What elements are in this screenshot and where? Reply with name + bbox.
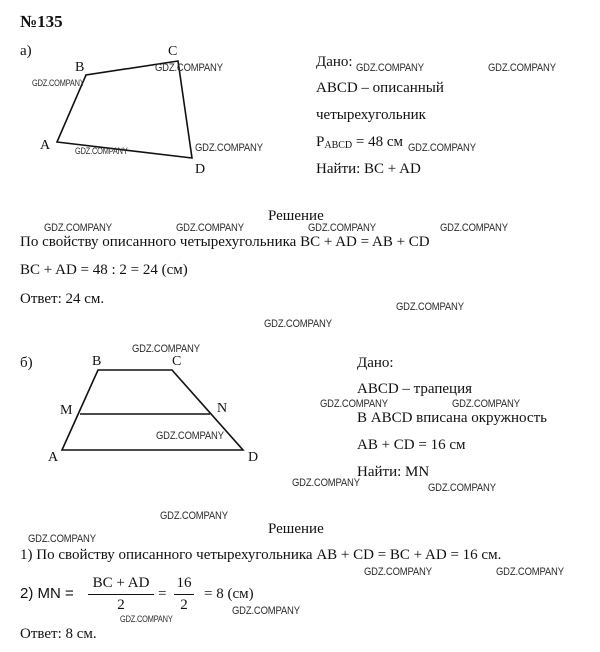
frac1-denominator: 2 [117,597,125,613]
frac1-numerator: BC + AD [92,575,150,591]
formula-result: = 8 (см) [204,586,254,602]
solution-a-line1: По свойству описанного четырехугольника BC + AD = AB + CD [20,234,430,250]
watermark: GDZ.COMPANY [160,510,228,522]
watermark: GDZ.COMPANY [155,62,223,74]
given-b-title: Дано: [357,355,394,371]
problem-number: №135 [20,12,63,31]
watermark: GDZ.COMPANY [28,533,96,545]
watermark: GDZ.COMPANY [176,222,244,234]
part-a-label: а) [20,43,32,59]
answer-b: Ответ: 8 см. [20,626,97,642]
watermark: GDZ.COMPANY [452,398,520,410]
perimeter-subscript: ABCD [324,140,353,151]
watermark: GDZ.COMPANY [428,482,496,494]
watermark: GDZ.COMPANY [396,301,464,313]
vertex-c-label: C [168,44,178,59]
watermark: GDZ.COMPANY [120,614,173,624]
frac2-line [174,594,194,595]
vertex-m-label: M [60,403,73,418]
watermark: GDZ.COMPANY [488,62,556,74]
formula-equals: = [158,586,167,602]
vertex-d2-label: D [248,450,259,465]
solution-b-line1: 1) По свойству описанного четырехугольника AB + CD = BC + AD = 16 см. [20,547,502,563]
given-a-line1: ABCD – описанный [316,80,444,96]
watermark: GDZ.COMPANY [264,318,332,330]
perimeter-symbol: P [316,134,325,150]
given-a-perimeter [316,133,403,155]
watermark: GDZ.COMPANY [292,477,360,489]
vertex-a-label: A [40,138,51,153]
watermark: GDZ.COMPANY [408,142,476,154]
frac2-numerator: 16 [176,575,192,591]
answer-a: Ответ: 24 см. [20,291,105,307]
frac2-denominator: 2 [180,597,188,613]
watermark: GDZ.COMPANY [195,142,263,154]
vertex-b-label: B [75,60,85,75]
watermark: GDZ.COMPANY [44,222,112,234]
given-b-find: Найти: MN [357,464,430,480]
solution-a-title: Решение [268,208,324,224]
watermark: GDZ.COMPANY [356,62,424,74]
watermark: GDZ.COMPANY [156,430,224,442]
given-b-line2: В ABCD вписана окружность [357,410,547,426]
solution-b-title: Решение [268,521,324,537]
perimeter-value: = 48 см [352,134,403,150]
watermark: GDZ.COMPANY [308,222,376,234]
frac1-line [88,594,154,595]
watermark: GDZ.COMPANY [232,605,300,617]
given-a-line2: четырехугольник [316,107,426,123]
watermark: GDZ.COMPANY [75,146,128,156]
watermark: GDZ.COMPANY [440,222,508,234]
watermark: GDZ.COMPANY [320,398,388,410]
given-b-line1: ABCD – трапеция [357,381,473,397]
given-a-title: Дано: [316,54,353,70]
vertex-n-label: N [217,401,228,416]
vertex-a2-label: A [48,450,59,465]
given-b-line3: AB + CD = 16 см [357,437,466,453]
given-a-find: Найти: BC + AD [316,161,421,177]
watermark: GDZ.COMPANY [496,566,564,578]
formula-prefix: 2) MN = [20,585,74,602]
part-b-label: б) [20,355,33,371]
vertex-c2-label: C [172,354,182,369]
watermark: GDZ.COMPANY [132,343,200,355]
watermark: GDZ.COMPANY [364,566,432,578]
vertex-b2-label: B [92,354,102,369]
solution-a-line2: BC + AD = 48 : 2 = 24 (см) [20,262,188,278]
watermark: GDZ.COMPANY [32,78,85,88]
vertex-d-label: D [195,162,206,177]
